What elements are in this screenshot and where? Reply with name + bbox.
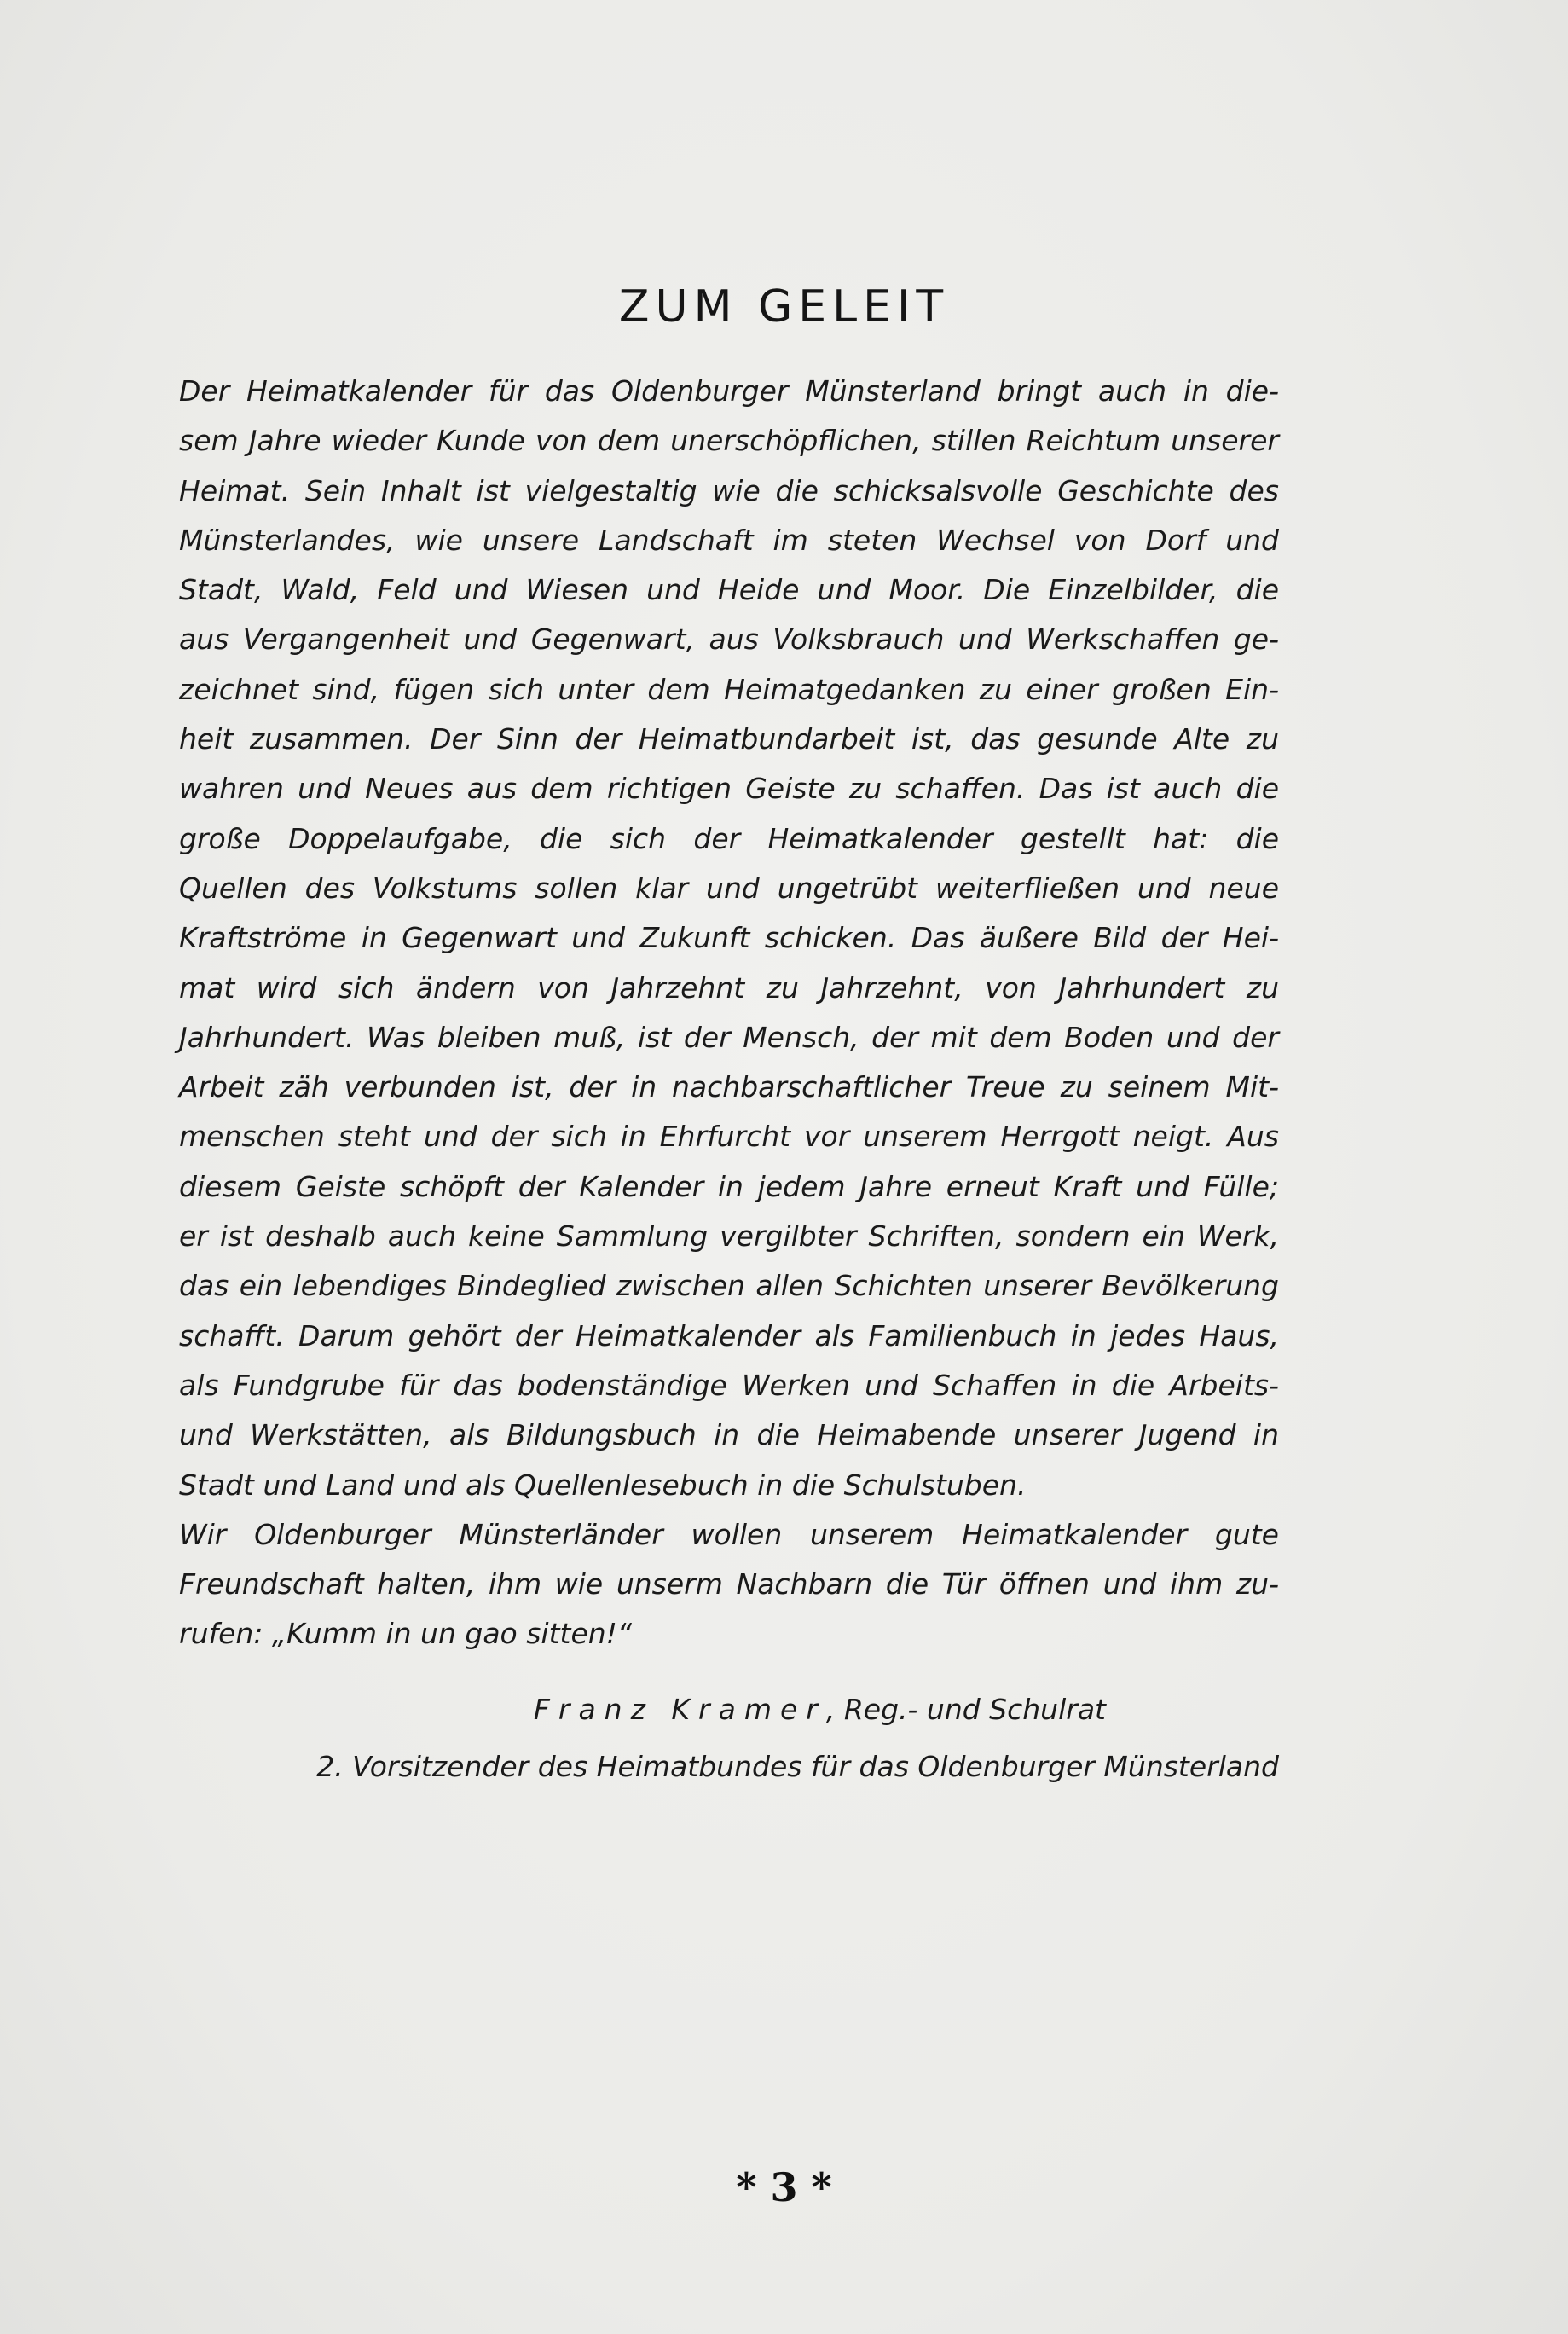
body-line: mat wird sich ändern von Jahrzehnt zu Jahrzehnt, von Jahrhundert zu	[179, 970, 1279, 1005]
body-line: große Doppelaufgabe, die sich der Heimatkalender gestellt hat: die	[179, 821, 1279, 855]
signature-name: Franz Kramer	[533, 1693, 826, 1726]
page-title: ZUM GELEIT	[618, 281, 950, 333]
body-line: Kraftströme in Gegenwart und Zukunft schicken. Das äußere Bild der Hei-	[179, 921, 1279, 955]
body-line: zeichnet sind, fügen sich unter dem Heimatgedanken zu einer großen Ein-	[179, 672, 1279, 706]
body-line: schafft. Darum gehört der Heimatkalender als Familienbuch in jedes Haus,	[179, 1318, 1279, 1352]
body-line: Heimat. Sein Inhalt ist vielgestaltig wie die schicksalsvolle Geschichte des	[179, 473, 1279, 507]
body-line: Münsterlandes, wie unsere Landschaft im steten Wechsel von Dorf und	[179, 523, 1279, 557]
body-line: aus Vergangenheit und Gegenwart, aus Volksbrauch und Werkschaffen ge-	[179, 623, 1279, 657]
foreword-text	[179, 367, 1279, 1659]
signature-title: , Reg.- und Schulrat	[825, 1693, 1106, 1726]
page-number: * 3 *	[736, 2164, 832, 2210]
body-line: wahren und Neues aus dem richtigen Geiste zu schaffen. Das ist auch die	[179, 772, 1279, 806]
body-line: Stadt, Wald, Feld und Wiesen und Heide und Moor. Die Einzelbilder, die	[179, 573, 1279, 607]
body-line: sem Jahre wieder Kunde von dem unerschöpflichen, stillen Reichtum unserer	[179, 424, 1279, 458]
body-line: heit zusammen. Der Sinn der Heimatbundarbeit ist, das gesunde Alte zu	[179, 722, 1279, 756]
body-line: als Fundgrube für das bodenständige Werken und Schaffen in die Arbeits-	[179, 1368, 1279, 1402]
body-line: Stadt und Land und als Quellenlesebuch in die Schulstuben.	[179, 1468, 1027, 1502]
body-line: Freundschaft halten, ihm wie unserm Nachbarn die Tür öffnen und ihm zu-	[179, 1567, 1279, 1601]
body-line: Arbeit zäh verbunden ist, der in nachbarschaftlicher Treue zu seinem Mit-	[179, 1070, 1279, 1104]
body-line: Der Heimatkalender für das Oldenburger Münsterland bringt auch in die-	[179, 374, 1279, 408]
signature-role: 2. Vorsitzender des Heimatbundes für das Oldenburger Münsterland	[316, 1750, 1279, 1783]
body-line: er ist deshalb auch keine Sammlung vergilbter Schriften, sondern ein Werk,	[179, 1219, 1279, 1254]
body-line: das ein lebendiges Bindeglied zwischen allen Schichten unserer Bevölkerung	[179, 1269, 1279, 1303]
body-line: diesem Geiste schöpft der Kalender in jedem Jahre erneut Kraft und Fülle;	[179, 1169, 1279, 1203]
body-line: menschen steht und der sich in Ehrfurcht vor unserem Herrgott neigt. Aus	[179, 1120, 1279, 1154]
body-line: Wir Oldenburger Münsterländer wollen unserem Heimatkalender gute	[179, 1517, 1279, 1551]
signature-line	[0, 1693, 1106, 1726]
body-line: Jahrhundert. Was bleiben muß, ist der Mensch, der mit dem Boden und der	[179, 1020, 1279, 1054]
body-line: und Werkstätten, als Bildungsbuch in die Heimabende unserer Jugend in	[179, 1418, 1279, 1452]
body-line: rufen: „Kumm in un gao sitten!“	[179, 1617, 632, 1651]
body-line: Quellen des Volkstums sollen klar und ungetrübt weiterfließen und neue	[179, 871, 1279, 905]
